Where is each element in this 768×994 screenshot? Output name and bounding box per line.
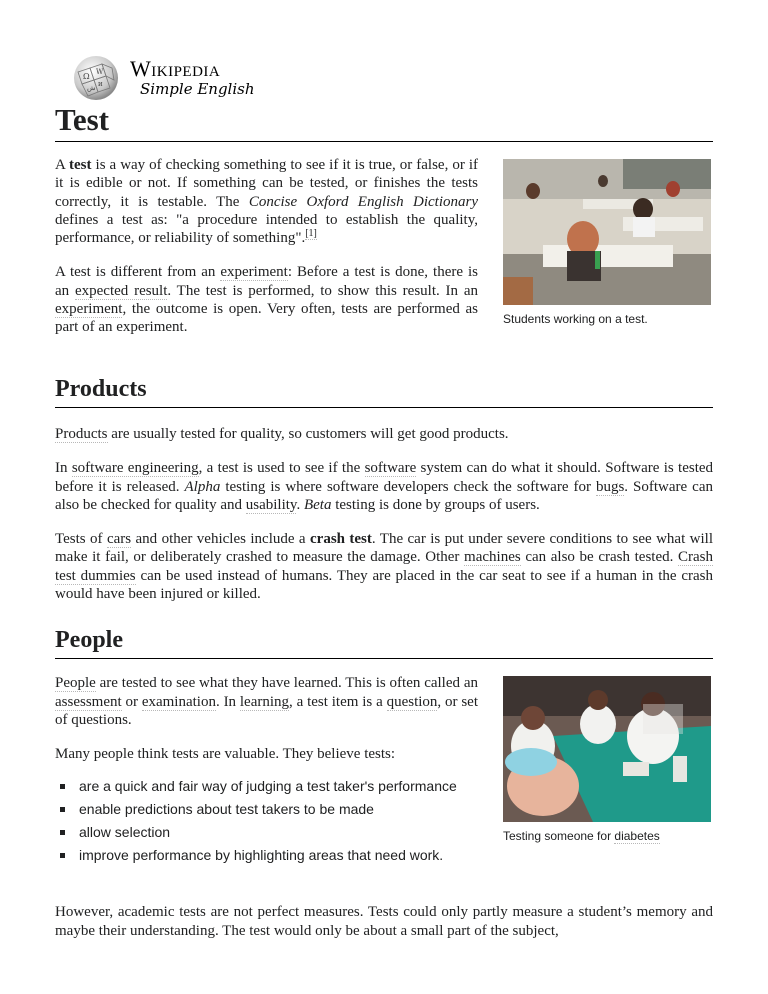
link-usability[interactable]: usability (245, 496, 297, 513)
link-software[interactable]: software (364, 460, 417, 477)
link-machines[interactable]: machines (464, 549, 521, 566)
svg-text:и: и (98, 80, 103, 88)
list-item: are a quick and fair way of judging a test taker's performance (55, 778, 478, 795)
puzzle-globe-icon (72, 54, 120, 102)
link-experiment-2[interactable]: experiment (55, 301, 123, 318)
svg-text:ش: ش (87, 84, 96, 92)
products-paragraph-3: Tests of cars and other vehicles include a crash test. The car is put under severe conditions to see what will make it fail, or deliberately crashed to measure the damage. Other machines can also be crash tested. Crash test dummies can be used instead of humans. They are placed in the car seat to see if a human in the crash would have been injured or killed. (55, 531, 713, 603)
people-paragraph-1: People are tested to see what they have learned. This is often called an assessment or examination. In learning, a test item is a question, or set of questions. (55, 675, 478, 728)
figure-caption: Testing someone for diabetes (503, 829, 660, 844)
figure-caption: Students working on a test. (503, 312, 648, 326)
link-people[interactable]: People (55, 675, 96, 692)
reference-link[interactable]: [1] (305, 228, 317, 240)
link-cars[interactable]: cars (106, 531, 132, 548)
svg-text:Ω: Ω (83, 72, 90, 81)
list-item: enable predictions about test takers to be made (55, 801, 478, 818)
term-crash-test: crash test (310, 531, 372, 548)
figure-diabetes (503, 676, 713, 843)
link-products[interactable]: Products (55, 426, 108, 442)
link-crash-test-dummies[interactable]: Crash test dummies (55, 549, 713, 584)
link-software-engineering[interactable]: software engineering (71, 460, 199, 477)
section-heading-products: Products (55, 374, 713, 408)
figure-students (503, 159, 713, 326)
people-section (55, 674, 713, 902)
link-question[interactable]: question (386, 693, 438, 710)
benefits-list (55, 778, 478, 864)
link-assessment[interactable]: assessment (55, 693, 122, 710)
page-title: Test (55, 102, 713, 142)
link-experiment[interactable]: experiment (220, 264, 288, 281)
dictionary-name: Concise Oxford English Dictionary (248, 193, 478, 210)
tagline: Simple English (140, 80, 255, 98)
intro-paragraph-2: A test is different from an experiment: Before a test is done, there is an expected result. The test is performed, to show this result. In an experiment, the outcome is open. Very often, tests are performed as part of an experiment. (55, 264, 479, 336)
term-test: test (69, 157, 92, 173)
link-examination[interactable]: examination (141, 693, 216, 710)
wikipedia-logo[interactable] (72, 54, 272, 104)
people-paragraph-3: However, academic tests are not perfect measures. Tests could only partly measure a student’s memory and maybe their understanding. The test would only be about a small part of the subject, (55, 904, 713, 939)
list-item: allow selection (55, 824, 478, 841)
link-learning[interactable]: learning (239, 693, 290, 710)
diabetes-testing-photo[interactable] (503, 676, 711, 822)
intro-text (55, 156, 478, 337)
link-expected-result[interactable]: expected result (74, 282, 168, 299)
intro-paragraph-1: A test is a way of checking something to see if it is true, or false, or if it is edible or not. If something can be tested, or finishes the tests correctly, it is testable. The Concise Oxford English Dictionary defines a test as: "a procedure intended to establish the quality, performance, or reliability of something".[1] (55, 157, 478, 247)
products-paragraph-1: Products are usually tested for quality, so customers will get good products. (55, 426, 509, 442)
link-bugs[interactable]: bugs (595, 478, 625, 495)
wordmark: Wikipedia (130, 56, 221, 81)
products-paragraph-2: In software engineering, a test is used to see if the software system can do what it should. Software is tested before it is released. Alpha testing is where software developers check the software for bugs. Software can also be checked for quality and usability. Beta testing is done by groups of users. (55, 460, 714, 513)
link-diabetes[interactable]: diabetes (614, 829, 660, 844)
people-paragraph-2: Many people think tests are valuable. They believe tests: (55, 746, 396, 763)
intro-section (55, 156, 713, 374)
list-item: improve performance by highlighting areas that need work. (55, 847, 478, 864)
students-test-photo[interactable] (503, 159, 711, 305)
people-text (55, 674, 478, 863)
svg-text:W: W (96, 68, 104, 76)
article-content (55, 100, 713, 940)
section-heading-people: People (55, 625, 713, 659)
